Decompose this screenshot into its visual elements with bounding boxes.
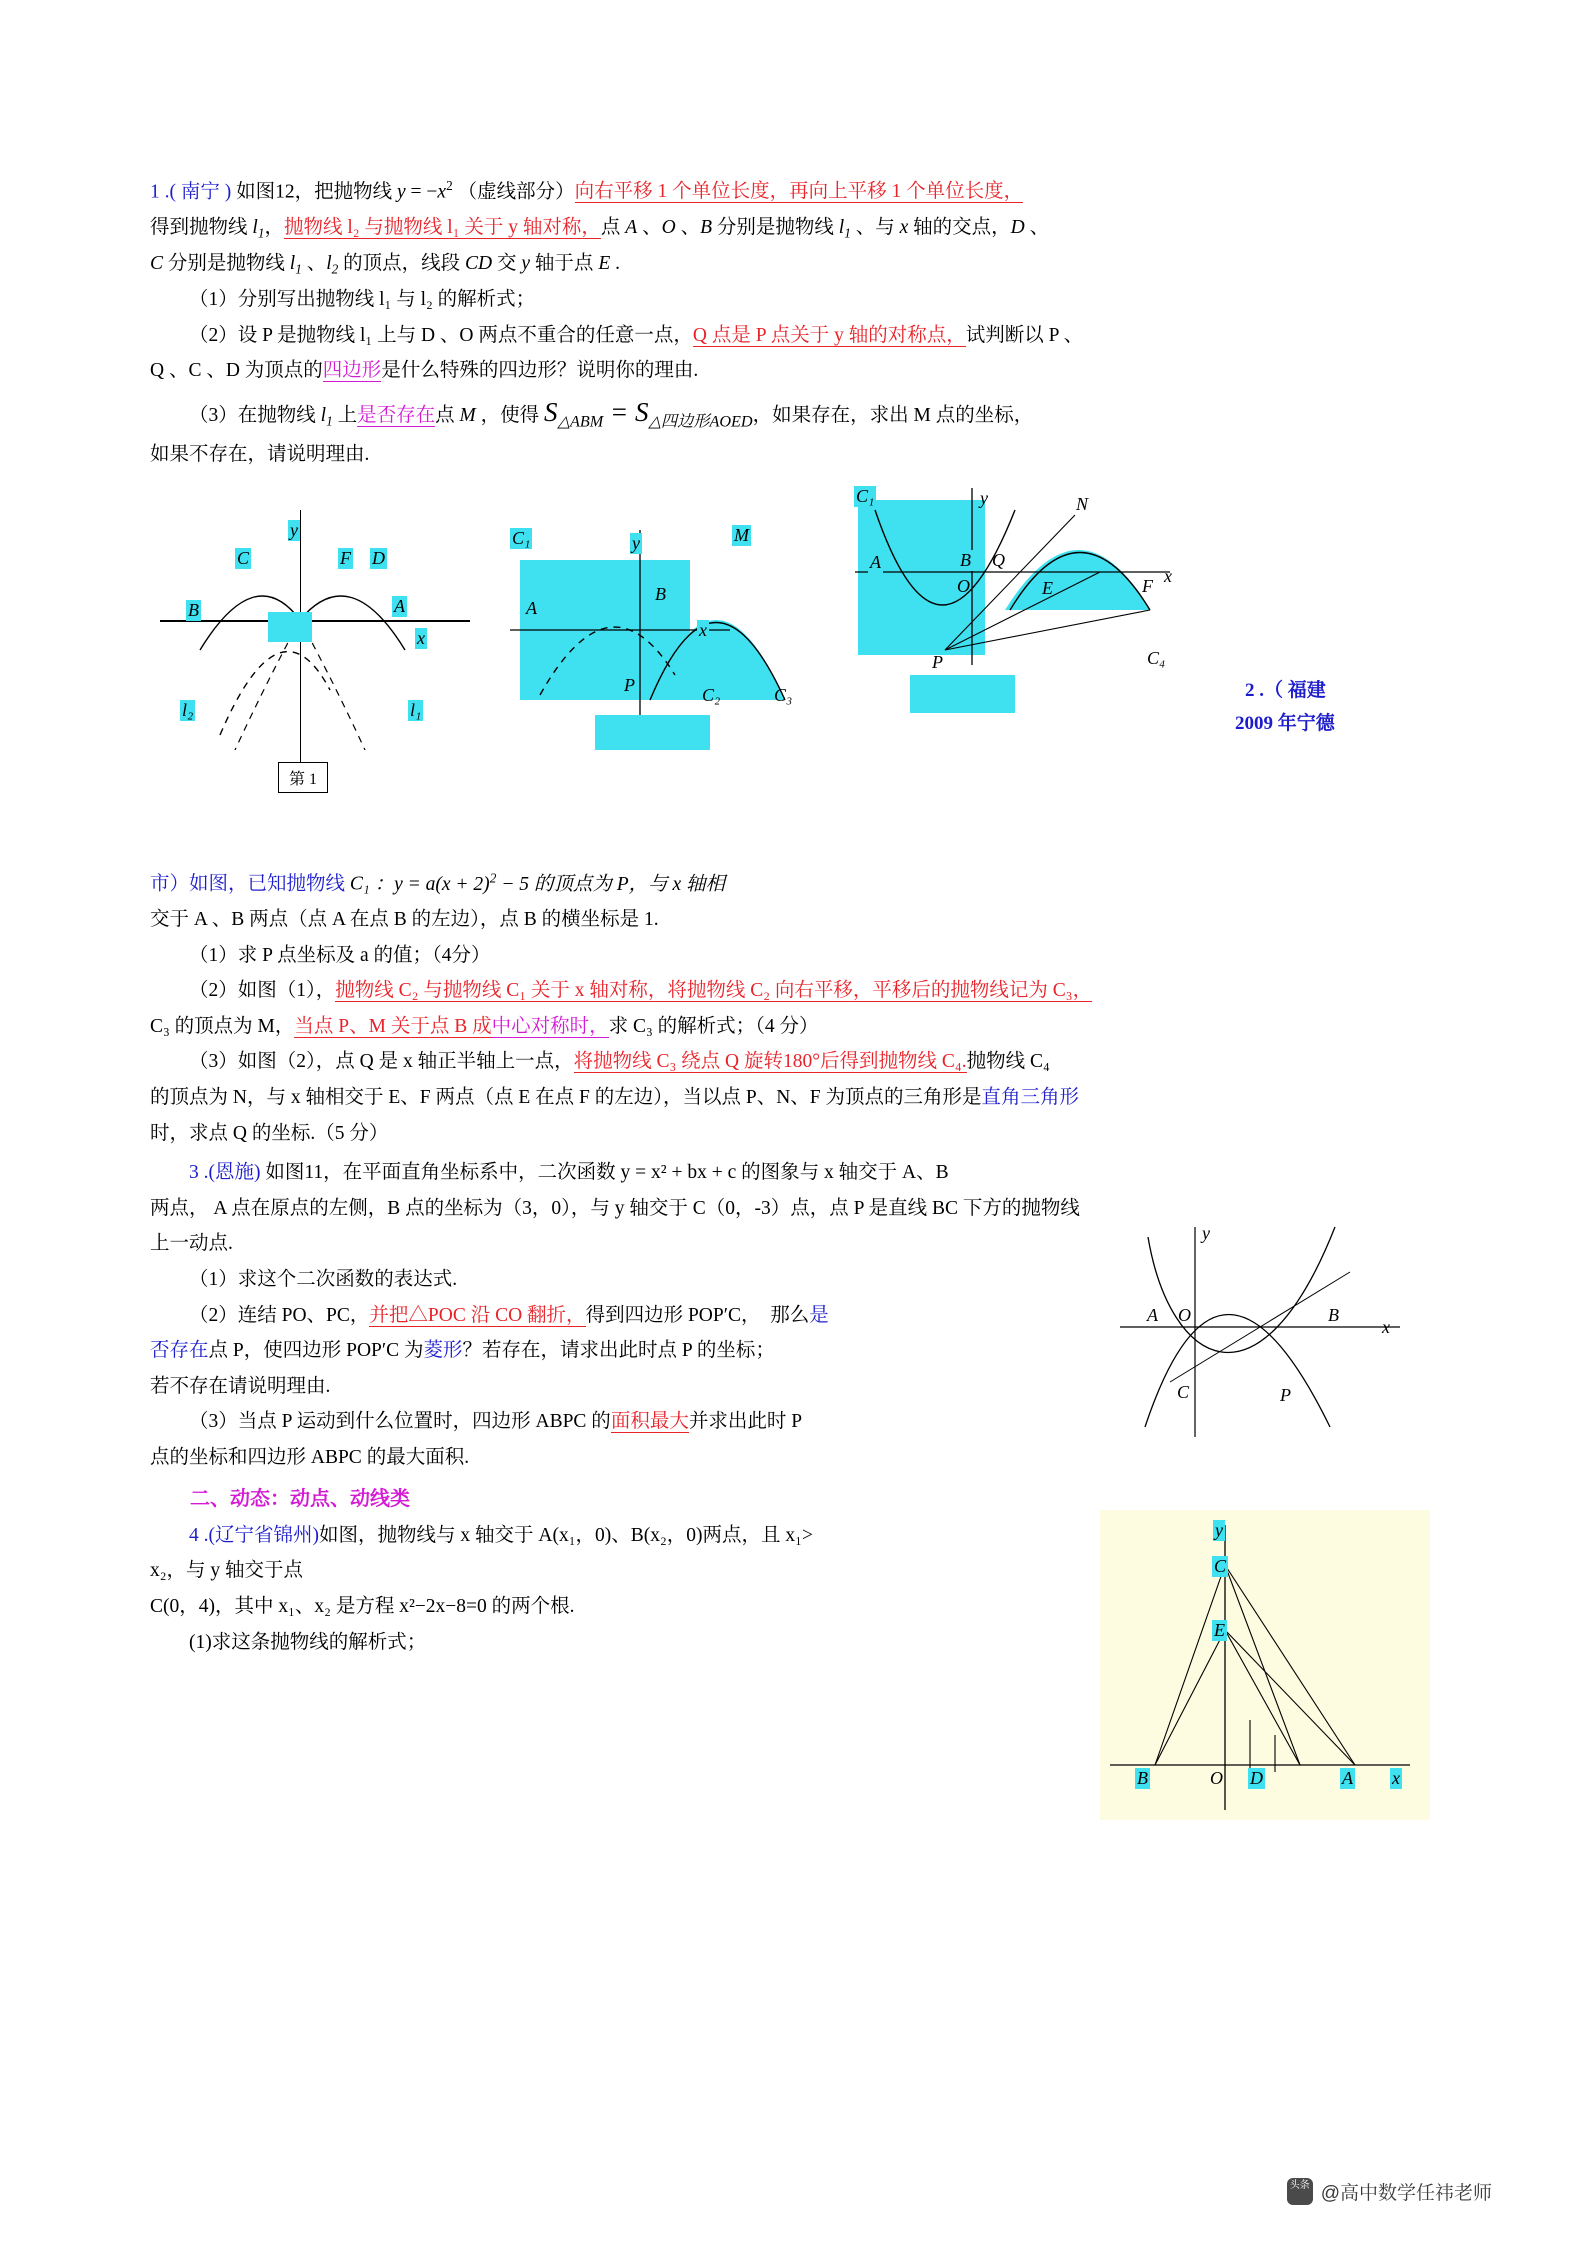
- watermark: [1287, 2178, 1492, 2205]
- q3-p2-hl2: 是: [809, 1304, 829, 1326]
- fig1-label-l1: l₁: [410, 700, 422, 721]
- fig-q3-label-O: O: [1178, 1305, 1191, 1326]
- q1-p2-a: （2）设 P 是抛物线 l₁ 上与 D 、O 两点不重合的任意一点，: [189, 324, 693, 346]
- q1-text-e: C: [150, 252, 164, 274]
- figure-q3: [1100, 1217, 1430, 1477]
- q1-p2-d: 是什么特殊的四边形？说明你的理由.: [381, 360, 699, 382]
- q1-p2-highlight: Q 点是 P 点关于 y 轴的对称点，: [692, 324, 966, 346]
- fig1-label-A: A: [394, 596, 405, 617]
- q2-p3-b: 抛物线 C₄: [966, 1051, 1050, 1073]
- q1-part3-line2: 如果不存在，请说明理由.: [150, 443, 370, 465]
- fig1-label-D: D: [372, 548, 385, 569]
- q4-line1: [150, 1520, 910, 1552]
- fig2-label-C2: C₂: [702, 685, 721, 706]
- figure-2: [500, 500, 840, 750]
- q1-part1: （1）分别写出抛物线 l₁ 与 l₂ 的解析式；: [189, 289, 536, 311]
- fig-q4-label-x: x: [1392, 1767, 1400, 1788]
- fig-q4-label-B: B: [1137, 1767, 1148, 1788]
- section-title-2: 二、动态：动点、动线类: [190, 1488, 410, 1511]
- fig3-label-N: N: [1076, 494, 1089, 515]
- fig2-caption-box: [595, 715, 710, 750]
- fig3-label-x: x: [1164, 566, 1172, 587]
- q1-text-a: 如图12，把抛物线: [236, 181, 393, 203]
- q3-p2-d: 点 P，使四边形 POP′C 为: [208, 1340, 424, 1362]
- document-content: [150, 175, 1440, 1788]
- q3-line3: 上一动点.: [150, 1233, 233, 1255]
- fig1-curves: [160, 500, 480, 790]
- fig2-label-B: B: [655, 584, 666, 605]
- fig-q4-label-O: O: [1210, 1767, 1223, 1788]
- q2-part3-line1: [150, 1046, 1440, 1078]
- figure-1: [160, 500, 480, 790]
- fig1-caption: 第 1: [278, 762, 328, 793]
- fig3-label-P: P: [932, 652, 943, 673]
- q2-p3-a: （3）如图（2），点 Q 是 x 轴正半轴上一点，: [189, 1051, 574, 1073]
- fig3-label-F: F: [1142, 576, 1153, 597]
- q2-part2-line1: [150, 975, 1440, 1007]
- q1-line3: C 分别是抛物线 $l_1$ 、$l_2$ 的顶点，线段 CD 交 y 轴于点 E .: [150, 252, 620, 277]
- fig3-label-y: y: [980, 488, 988, 509]
- q1-p3-a: （3）在抛物线 $l_1$ 上: [189, 404, 358, 429]
- q3-part1: （1）求这个二次函数的表达式.: [189, 1268, 458, 1290]
- fig3-caption-box: [910, 675, 1015, 713]
- watermark-text: @高中数学任祎老师: [1320, 2183, 1492, 2204]
- q1-text-b: （虚线部分）: [457, 181, 575, 203]
- q3-part2-line3: 若不存在请说明理由.: [150, 1375, 331, 1397]
- q3-p2-e: ？若存在，请求出此时点 P 的坐标；: [462, 1340, 775, 1362]
- q2-p3-highlight-2: 直角三角形: [981, 1087, 1080, 1109]
- q3-p3-b: 并求出此时 P: [688, 1411, 803, 1433]
- q4-number: 4 .(辽宁省锦州): [189, 1524, 319, 1546]
- q2-p2-a: （2）如图（1），: [189, 980, 336, 1002]
- fig-q3-label-x: x: [1382, 1317, 1390, 1338]
- fig2-label-M: M: [734, 525, 749, 546]
- q3-block: [150, 1157, 1440, 1473]
- q1-p3-highlight: 是否存在: [357, 404, 436, 426]
- q1-p2-highlight-2: 四边形: [322, 360, 382, 382]
- q2-p2-highlight: 抛物线 C₂ 与抛物线 C₁ 关于 x 轴对称，将抛物线 C₂ 向右平移，平移后的抛物线记为 C₃，: [335, 980, 1093, 1002]
- fig-q3-label-B: B: [1328, 1305, 1339, 1326]
- figure-3: [850, 480, 1250, 750]
- fig1-label-F: F: [340, 548, 351, 569]
- q1-p2-c: Q 、C 、D 为顶点的: [150, 360, 323, 382]
- q3-text-1: 如图11，在平面直角坐标系中，二次函数 y = x² + bx + c 的图象与 x 轴交于 A、B: [265, 1162, 949, 1184]
- q4-text-1: 如图，抛物线与 x 轴交于 A(x₁，0)、B(x₂，0)两点，且 x₁>: [319, 1524, 813, 1546]
- fig-q4-label-y: y: [1215, 1519, 1223, 1540]
- q3-p3-highlight: 面积最大: [610, 1411, 689, 1433]
- fig1-label-x: x: [417, 628, 425, 649]
- q4-line2: x₂，与 y 轴交于点: [150, 1560, 304, 1582]
- q2-p2-highlight-3: 中心对称时，: [491, 1015, 609, 1037]
- q1-highlight-2: 抛物线 l₂ 与抛物线 l₁ 关于 y 轴对称，: [283, 216, 601, 238]
- fig-q4-label-A: A: [1342, 1767, 1353, 1788]
- fig2-label-P: P: [624, 675, 635, 696]
- q2-part3-line2: [150, 1082, 1440, 1114]
- q2-number-line1: 2 .（ 福建: [1245, 680, 1326, 702]
- q1-p3-b: 点 M ，使得: [435, 404, 540, 426]
- fig2-label-x: x: [699, 620, 707, 641]
- q3-part3-line1: [150, 1406, 950, 1438]
- q1-p2-b: 试判断以 P 、: [965, 324, 1084, 346]
- q1-p3-c: ，如果存在，求出 M 点的坐标，: [752, 404, 1034, 426]
- watermark-badge: 头条: [1287, 2178, 1313, 2205]
- q4-line3: C(0，4)，其中 x₁、x₂ 是方程 x²−2x−8=0 的两个根.: [150, 1595, 575, 1617]
- q3-part2-line1: [150, 1300, 930, 1332]
- fig2-label-y: y: [632, 533, 640, 554]
- q1-eq-1: y: [397, 181, 406, 203]
- q1-part2-line1: [150, 320, 1440, 352]
- fig-q3-label-P: P: [1280, 1385, 1291, 1406]
- q3-p2-a: （2）连结 PO、PC，: [189, 1304, 370, 1326]
- fig2-label-C3: C₃: [774, 685, 793, 706]
- fig3-label-B: B: [960, 550, 971, 571]
- q3-p3-a: （3）当点 P 运动到什么位置时，四边形 ABPC 的: [189, 1411, 611, 1433]
- q2-c1: C₁: [349, 873, 370, 895]
- q3-line1: [150, 1157, 1440, 1189]
- q1-line2: [150, 212, 1440, 244]
- q1-part3-line1: [150, 391, 1440, 435]
- q1-highlight-1: 向右平移 1 个单位长度，再向上平移 1 个单位长度，: [574, 181, 1024, 203]
- fig1-label-O: [268, 612, 312, 642]
- q1-text-c: 得到抛物线 $l_1$，: [150, 216, 284, 241]
- q2-p2-b: C₃ 的顶点为 M，: [150, 1015, 295, 1037]
- figure-q4: [1100, 1510, 1430, 1820]
- figure-band-1: [150, 480, 1440, 875]
- fig3-label-A: A: [870, 552, 881, 573]
- q3-p2-highlight: 并把△POC 沿 CO 翻折，: [369, 1304, 586, 1326]
- q1-part2-line2: [150, 355, 1440, 387]
- fig-q4-label-C: C: [1214, 1555, 1227, 1576]
- q2-p3-highlight: 将抛物线 C₃ 绕点 Q 旋转180°后得到抛物线 C₄.: [573, 1051, 967, 1073]
- q3-p2-c: 否存在: [150, 1340, 209, 1362]
- q2-equation: ：$y = a(x + 2)^2 - 5$ 的顶点为 P，与 x 轴相: [374, 870, 726, 895]
- q4-part1: (1)求这条抛物线的解析式；: [189, 1631, 427, 1653]
- q3-number: 3 .(恩施): [189, 1162, 261, 1184]
- q2-p3-c: 的顶点为 N，与 x 轴相交于 E、F 两点（点 E 在点 F 的左边），当以点 P、N、F 为顶点的三角形是: [150, 1087, 982, 1109]
- q4-block: [150, 1519, 1440, 1788]
- q3-p2-b: 得到四边形 POP′C， 那么: [585, 1304, 810, 1326]
- q2-part1: （1）求 P 点坐标及 a 的值；（4分）: [189, 944, 491, 966]
- q1-number: 1 .( 南宁 ): [150, 181, 232, 203]
- fig1-label-C: C: [237, 548, 250, 569]
- fig3-label-E: E: [1042, 578, 1053, 599]
- q2-line2: 交于 A 、B 两点（点 A 在点 B 的左边），点 B 的横坐标是 1.: [150, 909, 659, 931]
- q3-part2-line2: [150, 1335, 930, 1367]
- q3-line2: 两点， A 点在原点的左侧，B 点的坐标为（3，0），与 y 轴交于 C（0，-3）点，点 P 是直线 BC 下方的抛物线: [150, 1197, 1080, 1219]
- q2-lead: 市）如图，已知抛物线: [150, 873, 346, 895]
- q2-part2-line2: [150, 1011, 1440, 1043]
- q3-part3-line2: 点的坐标和四边形 ABPC 的最大面积.: [150, 1446, 470, 1468]
- fig1-label-B: B: [188, 600, 199, 621]
- q2-number-line2: 2009 年宁德: [1235, 713, 1335, 735]
- fig-q3-label-A: A: [1147, 1305, 1158, 1326]
- fig3-label-O: O: [957, 576, 970, 597]
- fig3-label-Q: Q: [992, 550, 1005, 571]
- fig-q4-label-E: E: [1214, 1619, 1225, 1640]
- q2-p2-highlight-2: 当点 P、M 关于点 B 成: [294, 1015, 492, 1037]
- q2-part3-line3: 时，求点 Q 的坐标.（5 分）: [150, 1122, 389, 1144]
- fig-q3-label-C: C: [1177, 1382, 1190, 1403]
- q1-formula: $S_{\triangle ABM} = S_{\triangle 四边形AOED}$: [544, 396, 753, 431]
- fig1-label-y: y: [290, 520, 298, 541]
- q1-text-d: 点 A 、O 、B 分别是抛物线 $l_1$ 、与 x 轴的交点，D 、: [600, 216, 1050, 241]
- fig1-label-l2: l₂: [182, 700, 194, 721]
- fig3-label-C4: C₄: [1147, 648, 1166, 669]
- fig2-shapes: [500, 500, 840, 750]
- fig2-label-C1: C₁: [512, 528, 531, 549]
- q3-p2-hl3: 菱形: [423, 1340, 463, 1362]
- q2-p2-c: 求 C₃ 的解析式；（4 分）: [608, 1015, 819, 1037]
- q1-line1: 1 .( 南宁 ) 如图12，把抛物线 $y = -x^2$ （虚线部分）向右平移 1 个单位长度，再向上平移 1 个单位长度，: [150, 178, 1024, 203]
- fig3-label-C1: C₁: [856, 486, 875, 507]
- fig-q4-label-D: D: [1250, 1767, 1263, 1788]
- fig2-label-A: A: [526, 598, 537, 619]
- fig-q3-label-y: y: [1202, 1223, 1210, 1244]
